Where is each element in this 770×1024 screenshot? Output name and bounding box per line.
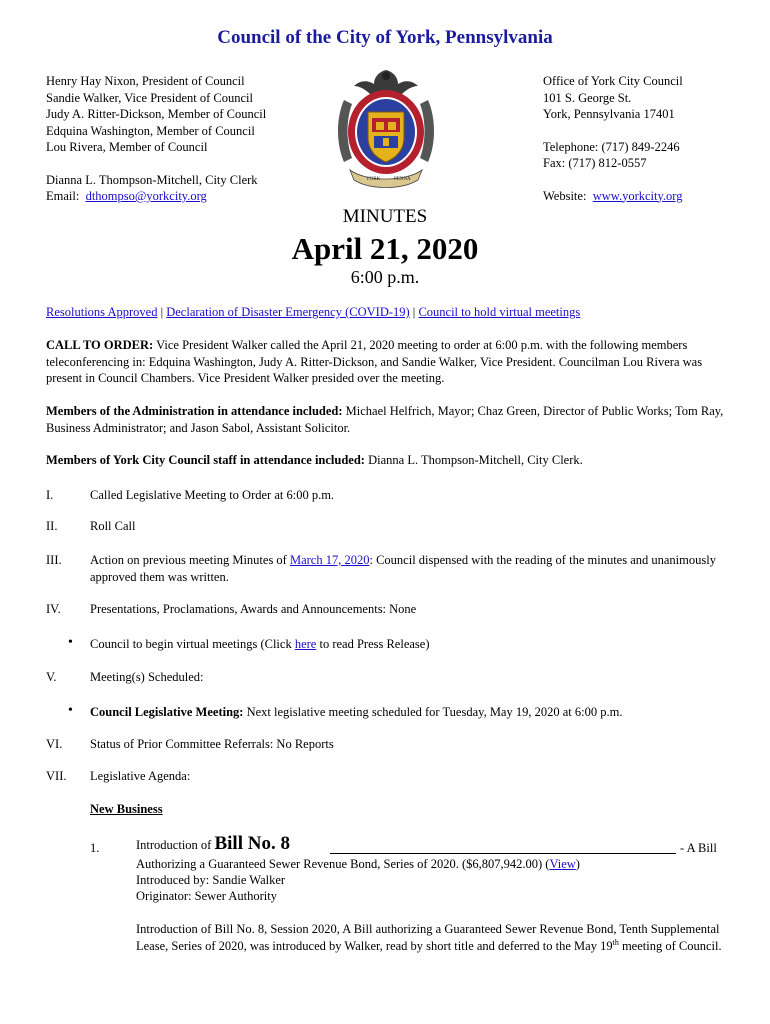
- item-number: VI.: [46, 737, 63, 751]
- website-line: [543, 188, 683, 205]
- office-line: York, Pennsylvania 17401: [543, 107, 675, 121]
- bill-title: [136, 833, 290, 854]
- seal-text-right: PENNA: [394, 177, 411, 182]
- topic-separator: |: [160, 305, 164, 319]
- item-number: III.: [46, 553, 62, 567]
- website-label: Website:: [543, 188, 587, 203]
- clerk-line: Dianna L. Thompson-Mitchell, City Clerk: [46, 172, 258, 187]
- bill-title-underline: [330, 853, 676, 854]
- bill-summary-post: meeting of Council.: [618, 938, 722, 953]
- bill-view-link[interactable]: View: [549, 857, 576, 871]
- meeting-date: April 21, 2020: [291, 231, 479, 266]
- email-line: [46, 188, 266, 205]
- council-title: Council of the City of York, Pennsylvania: [217, 27, 553, 48]
- bill-summary-sup: th: [612, 937, 619, 947]
- bullet-icon: •: [68, 635, 73, 650]
- item-number: IV.: [46, 602, 61, 616]
- item-text: Roll Call: [90, 519, 136, 533]
- item-text: Called Legislative Meeting to Order at 6:00 p.m.: [90, 488, 335, 502]
- minutes-march-17-link[interactable]: March 17, 2020: [289, 553, 370, 567]
- bullet-text-post: to read Press Release): [319, 637, 430, 651]
- bullet-text-pre: Council to begin virtual meetings (Click: [90, 637, 292, 651]
- topic-link-disaster-declaration[interactable]: Declaration of Disaster Emergency (COVID-19): [166, 305, 410, 319]
- topic-separator: |: [412, 305, 416, 319]
- bill-desc-pre: Authorizing a Guaranteed Sewer Revenue Bond, Series of 2020. ($6,807,942.00) (: [136, 857, 550, 871]
- email-label: Email:: [46, 189, 80, 203]
- bill-tail: - A Bill: [680, 841, 717, 855]
- seal-text-left: YORK: [366, 177, 381, 182]
- bill-summary-pre: Introduction of Bill No. 8, Session 2020, A Bill authorizing a Guaranteed Sewer Revenue Bond, Tenth Supplemental Lease, Series of 2020, was introduced by Walker, read by short title and deferred to the May 19: [136, 922, 720, 953]
- call-to-order-text: Vice President Walker called the April 21, 2020 meeting to order at 6:00 p.m. with the following members teleconferencing in: Edquina Washington, Judy A. Ritter-Dickson, and Sandie Walker, Vice President. Councilman Lou Rivera was present in Council Chambers. Vice President Walker presided over the meeting.: [46, 338, 703, 385]
- meeting-time: 6:00 p.m.: [350, 267, 420, 287]
- new-business-heading: New Business: [90, 802, 163, 816]
- bill-no: Bill No. 8: [214, 833, 290, 854]
- member-line: Sandie Walker, Vice President of Council: [46, 90, 253, 105]
- email-link[interactable]: dthompso@yorkcity.org: [85, 189, 207, 203]
- topic-links: [46, 304, 580, 321]
- staff-attendance: [46, 452, 726, 469]
- office-line: Office of York City Council: [543, 74, 683, 88]
- press-release-link[interactable]: here: [294, 637, 317, 651]
- staff-label: Members of York City Council staff in attendance included:: [46, 453, 365, 467]
- bullet-icon: •: [68, 703, 73, 718]
- call-to-order-label: CALL TO ORDER:: [46, 338, 154, 352]
- office-block: [543, 73, 683, 204]
- call-to-order: [46, 337, 726, 387]
- staff-text: Dianna L. Thompson-Mitchell, City Clerk.: [368, 453, 583, 467]
- bill-desc-post: ): [575, 857, 580, 871]
- topic-link-resolutions[interactable]: Resolutions Approved: [46, 305, 158, 319]
- item-text: Meeting(s) Scheduled:: [90, 670, 204, 684]
- bill-description: [136, 856, 726, 873]
- item-number: V.: [46, 670, 57, 684]
- website-link[interactable]: www.yorkcity.org: [592, 188, 683, 203]
- member-line: Edquina Washington, Member of Council: [46, 123, 255, 138]
- office-line: 101 S. George St.: [543, 90, 632, 105]
- bill-introduced-by: Introduced by: Sandie Walker: [136, 873, 286, 887]
- legislative-meeting-label: Council Legislative Meeting:: [90, 705, 244, 719]
- item-text: Presentations, Proclamations, Awards and Announcements: None: [90, 602, 417, 616]
- member-line: Judy A. Ritter-Dickson, Member of Council: [46, 107, 267, 121]
- legislative-meeting-text: Next legislative meeting scheduled for Tuesday, May 19, 2020 at 6:00 p.m.: [246, 705, 623, 719]
- item-text-pre: Action on previous meeting Minutes of: [90, 553, 287, 567]
- bill-summary: [136, 921, 726, 954]
- item-text: Legislative Agenda:: [90, 769, 191, 783]
- item-number: VII.: [46, 769, 67, 783]
- administration-text: Michael Helfrich, Mayor; Chaz Green, Director of Public Works; Tom Ray, Business Administrator; and Jason Sabol, Assistant Solicitor.: [46, 404, 724, 435]
- telephone-line: Telephone: (717) 849-2246: [543, 139, 680, 154]
- item-text: Status of Prior Committee Referrals: No Reports: [90, 737, 334, 751]
- item-text: [90, 552, 720, 585]
- bill-originator: Originator: Sewer Authority: [136, 889, 277, 903]
- bill-intro: Introduction of: [136, 838, 212, 852]
- item-number: II.: [46, 519, 58, 533]
- member-line: Henry Hay Nixon, President of Council: [46, 74, 245, 88]
- item-number: I.: [46, 488, 54, 502]
- minutes-heading: MINUTES: [342, 206, 428, 227]
- item-text-post: : Council dispensed with the reading of the minutes and unanimously approved them was written.: [90, 553, 716, 584]
- administration-label: Members of the Administration in attendance included:: [46, 404, 343, 418]
- administration-attendance: [46, 403, 726, 436]
- bullet-text: [90, 636, 720, 653]
- city-seal-logo: [330, 66, 442, 194]
- members-list: [46, 73, 266, 205]
- topic-link-virtual-meetings[interactable]: Council to hold virtual meetings: [418, 305, 581, 319]
- fax-line: Fax: (717) 812-0557: [543, 156, 647, 170]
- bill-number: 1.: [90, 841, 100, 855]
- member-line: Lou Rivera, Member of Council: [46, 140, 208, 154]
- bullet-text: [90, 704, 720, 721]
